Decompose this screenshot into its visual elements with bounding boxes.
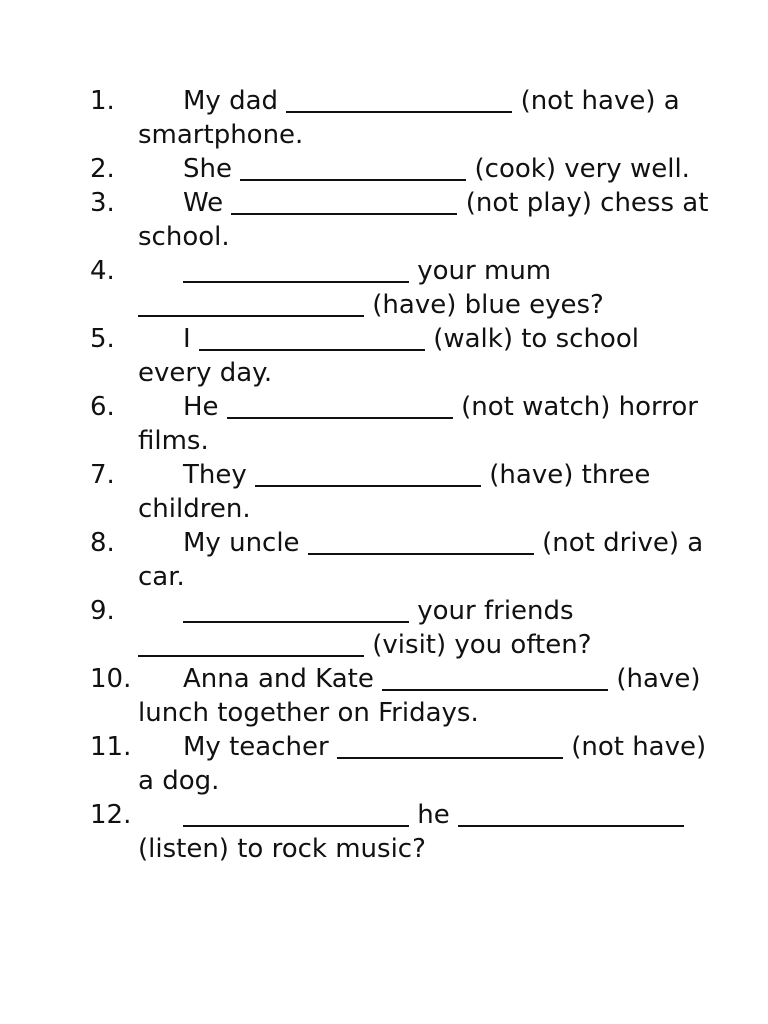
item-text xyxy=(138,458,714,526)
item-text-after: (not watch) horror films. xyxy=(138,392,698,456)
item-number: 7. xyxy=(90,460,115,490)
item-text-after: (have) lunch together on Fridays. xyxy=(138,664,701,728)
item-text xyxy=(138,594,714,662)
item-text xyxy=(138,84,714,152)
item-text-middle: your friends xyxy=(417,596,574,626)
item-text-before: I xyxy=(183,324,191,354)
answer-blank[interactable] xyxy=(138,295,364,317)
answer-blank[interactable] xyxy=(240,159,466,181)
answer-blank[interactable] xyxy=(337,737,563,759)
item-text xyxy=(138,390,714,458)
item-text-before: We xyxy=(183,188,224,218)
item-number: 10. xyxy=(90,664,132,694)
item-text xyxy=(138,662,714,730)
item-text-before: He xyxy=(183,392,219,422)
item-text-middle: he xyxy=(417,800,450,830)
answer-blank[interactable] xyxy=(138,635,364,657)
item-text-after: (not drive) a car. xyxy=(138,528,704,592)
item-number: 4. xyxy=(90,256,115,286)
item-text-before: My dad xyxy=(183,86,279,116)
answer-blank[interactable] xyxy=(286,91,512,113)
list-item xyxy=(90,152,714,186)
item-number: 12. xyxy=(90,800,132,830)
item-text xyxy=(138,730,714,798)
item-text-before: Anna and Kate xyxy=(183,664,374,694)
item-number: 6. xyxy=(90,392,115,422)
item-text xyxy=(138,152,714,186)
item-text-after: (have) blue eyes? xyxy=(372,290,604,320)
item-text-after: (cook) very well. xyxy=(474,154,690,184)
list-item xyxy=(90,390,714,458)
item-text-before: They xyxy=(183,460,247,490)
answer-blank[interactable] xyxy=(382,669,608,691)
item-text-before: My teacher xyxy=(183,732,329,762)
item-number: 9. xyxy=(90,596,115,626)
list-item xyxy=(90,186,714,254)
item-text-after: (walk) to school every day. xyxy=(138,324,639,388)
item-text xyxy=(138,526,714,594)
item-text-middle: your mum xyxy=(417,256,552,286)
list-item xyxy=(90,526,714,594)
answer-blank[interactable] xyxy=(231,193,457,215)
answer-blank[interactable] xyxy=(183,805,409,827)
item-text xyxy=(138,322,714,390)
list-item xyxy=(90,730,714,798)
list-item xyxy=(90,798,714,866)
item-number: 8. xyxy=(90,528,115,558)
answer-blank[interactable] xyxy=(183,261,409,283)
item-text-after: (not have) a smartphone. xyxy=(138,86,680,150)
item-number: 5. xyxy=(90,324,115,354)
list-item xyxy=(90,594,714,662)
list-item xyxy=(90,254,714,322)
answer-blank[interactable] xyxy=(308,533,534,555)
item-text-before: My uncle xyxy=(183,528,300,558)
item-text-after: (listen) to rock music? xyxy=(138,834,426,864)
answer-blank[interactable] xyxy=(255,465,481,487)
list-item xyxy=(90,662,714,730)
item-number: 11. xyxy=(90,732,132,762)
item-number: 3. xyxy=(90,188,115,218)
exercise-list xyxy=(90,84,714,866)
item-text-after: (not play) chess at school. xyxy=(138,188,709,252)
list-item xyxy=(90,322,714,390)
answer-blank[interactable] xyxy=(227,397,453,419)
item-text xyxy=(138,186,714,254)
item-text-after: (have) three children. xyxy=(138,460,651,524)
item-text xyxy=(138,798,714,866)
item-number: 2. xyxy=(90,154,115,184)
list-item xyxy=(90,84,714,152)
answer-blank[interactable] xyxy=(183,601,409,623)
item-text-after: (visit) you often? xyxy=(372,630,592,660)
item-text-before: She xyxy=(183,154,232,184)
answer-blank[interactable] xyxy=(458,805,684,827)
answer-blank[interactable] xyxy=(199,329,425,351)
item-text xyxy=(138,254,714,322)
item-text-after: (not have) a dog. xyxy=(138,732,707,796)
item-number: 1. xyxy=(90,86,115,116)
list-item xyxy=(90,458,714,526)
